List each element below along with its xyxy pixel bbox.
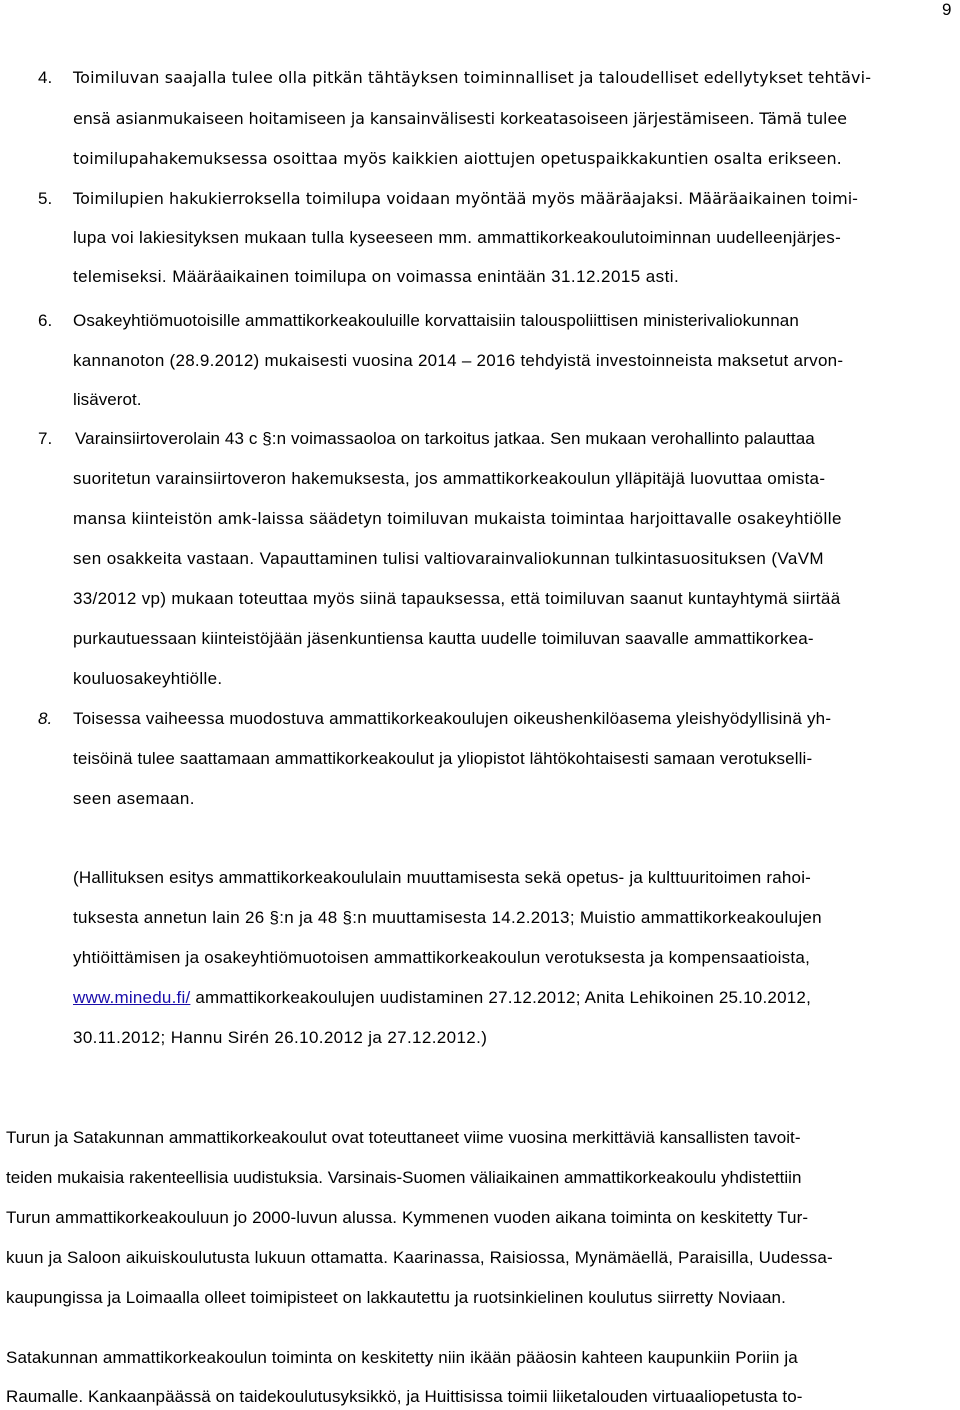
- item-5-line-1: Toimilupien hakukierroksella toimilupa voidaan myöntää myös määräajaksi. Määräaikainen toimi-: [73, 189, 858, 208]
- paragraph-1-line-2: teiden mukaisia rakenteellisia uudistuksia. Varsinais-Suomen väliaikainen ammattikorkeakoulu yhdistettiin: [6, 1168, 802, 1187]
- item-7-line-4: sen osakkeita vastaan. Vapauttaminen tulisi valtiovarainvaliokunnan tulkintasuosituksen (VaVM: [73, 549, 824, 568]
- sources-line-3: yhtiöittämisen ja osakeyhtiömuotoisen ammattikorkeakoulun verotuksesta ja kompensaatioista,: [73, 948, 811, 967]
- item-5-number: 5.: [38, 189, 53, 208]
- item-6-line-2: kannanoton (28.9.2012) mukaisesti vuosina 2014 – 2016 tehdyistä investoinneista maksetut arvon-: [73, 351, 844, 370]
- item-7-line-1: Varainsiirtoverolain 43 c §:n voimassaoloa on tarkoitus jatkaa. Sen mukaan verohallinto palauttaa: [75, 429, 815, 448]
- item-8-line-3: seen asemaan.: [73, 789, 195, 808]
- item-8-line-2: teisöinä tulee saattamaan ammattikorkeakoulut ja yliopistot lähtökohtaisesti samaan verotukselli-: [73, 749, 813, 768]
- item-7-line-2: suoritetun varainsiirtoveron hakemuksesta, jos ammattikorkeakoulun ylläpitäjä luovuttaa omista-: [73, 469, 826, 488]
- item-7-line-7: kouluosakeyhtiölle.: [73, 669, 223, 688]
- sources-line-4-rest: ammattikorkeakoulujen uudistaminen 27.12.2012; Anita Lehikoinen 25.10.2012,: [190, 988, 812, 1007]
- sources-line-5: 30.11.2012; Hannu Sirén 26.10.2012 ja 27.12.2012.): [73, 1028, 488, 1047]
- paragraph-2-line-1: Satakunnan ammattikorkeakoulun toiminta on keskitetty niin ikään pääosin kahteen kaupunkiin Poriin ja: [6, 1348, 798, 1367]
- item-5-line-3: telemiseksi. Määräaikainen toimilupa on voimassa enintään 31.12.2015 asti.: [73, 267, 680, 286]
- item-8-line-1: Toisessa vaiheessa muodostuva ammattikorkeakoulujen oikeushenkilöasema yleishyödyllisinä yh-: [73, 709, 832, 728]
- item-4-line-3: toimilupahakemuksessa osoittaa myös kaikkien aiottujen opetuspaikkakuntien osalta erikseen.: [73, 149, 842, 168]
- item-7-line-3: mansa kiinteistön amk-laissa säädetyn toimiluvan mukaista toimintaa harjoittavalle osakeyhtiölle: [73, 509, 842, 528]
- item-7-line-6: purkautuessaan kiinteistöjään jäsenkuntiensa kautta uudelle toimiluvan saavalle ammattikorkea-: [73, 629, 814, 648]
- sources-line-4: [73, 987, 811, 1009]
- minedu-link[interactable]: www.minedu.fi/: [73, 988, 191, 1007]
- item-4-line-2: ensä asianmukaiseen hoitamiseen ja kansainvälisesti korkeatasoiseen järjestämiseen. Tämä tulee: [73, 109, 847, 128]
- paragraph-1-line-3: Turun ammattikorkeakouluun jo 2000-luvun alussa. Kymmenen vuoden aikana toiminta on keskitetty Tur-: [6, 1208, 809, 1227]
- item-7-line-5: 33/2012 vp) mukaan toteuttaa myös siinä tapauksessa, että toimiluvan saanut kuntayhtymä siirtää: [73, 589, 841, 608]
- item-6-number: 6.: [38, 311, 53, 330]
- item-7-number: 7.: [38, 429, 53, 448]
- page-number: 9: [942, 0, 952, 19]
- item-6-line-3: lisäverot.: [73, 390, 142, 409]
- paragraph-2-line-2: Raumalle. Kankaanpäässä on taidekoulutusyksikkö, ja Huittisissa toimii liiketalouden virtuaaliopetusta to-: [6, 1387, 803, 1406]
- item-5-line-2: lupa voi lakiesityksen mukaan tulla kyseeseen mm. ammattikorkeakoulutoiminnan uudelleenjärjes-: [73, 228, 842, 247]
- item-6-line-1: Osakeyhtiömuotoisille ammattikorkeakouluille korvattaisiin talouspoliittisen ministerivaliokunnan: [73, 311, 799, 330]
- sources-line-1: (Hallituksen esitys ammattikorkeakoululain muuttamisesta sekä opetus- ja kulttuuritoimen rahoi-: [73, 868, 812, 887]
- item-8-number: 8.: [38, 709, 53, 728]
- sources-line-2: tuksesta annetun lain 26 §:n ja 48 §:n muuttamisesta 14.2.2013; Muistio ammattikorkeakoulujen: [73, 908, 822, 927]
- item-4-line-1: Toimiluvan saajalla tulee olla pitkän tähtäyksen toiminnalliset ja taloudelliset edellytykset tehtävi-: [73, 68, 872, 87]
- paragraph-1-line-4: kuun ja Saloon aikuiskoulutusta lukuun ottamatta. Kaarinassa, Raisiossa, Mynämäellä, Paraisilla, Uudessa-: [6, 1248, 833, 1267]
- paragraph-1-line-1: Turun ja Satakunnan ammattikorkeakoulut ovat toteuttaneet viime vuosina merkittäviä kansallisten tavoit-: [6, 1128, 801, 1147]
- paragraph-1-line-5: kaupungissa ja Loimaalla olleet toimipisteet on lakkautettu ja ruotsinkielinen koulutus siirretty Noviaan.: [6, 1288, 786, 1307]
- item-4-number: 4.: [38, 68, 53, 87]
